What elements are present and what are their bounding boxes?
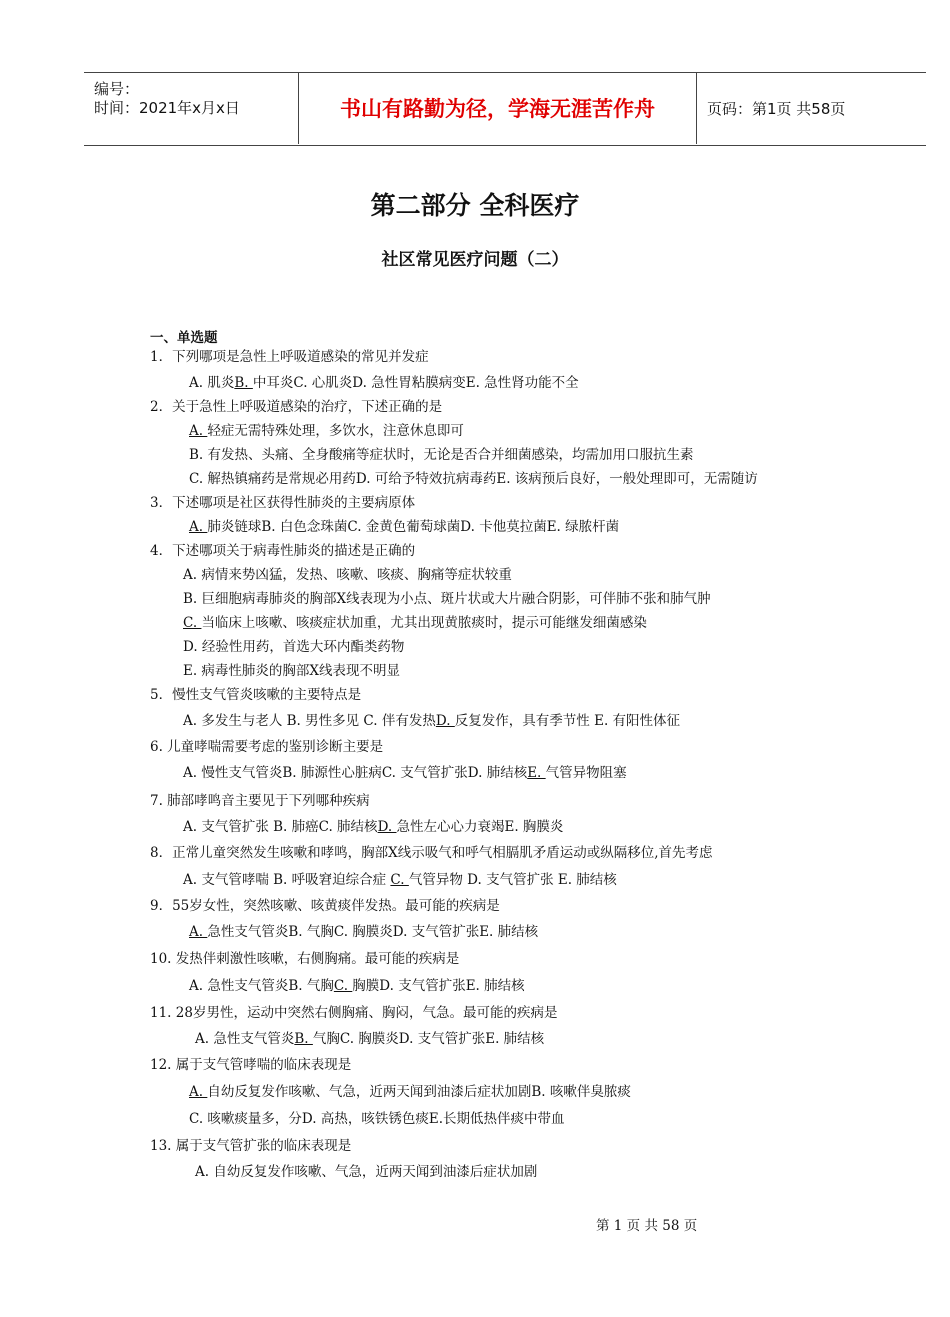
line-text: 气管异物阻塞: [545, 765, 627, 781]
page-title: 第二部分 全科医疗: [370, 191, 580, 220]
line-text: 9．55岁女性，突然咳嗽、咳黄痰伴发热。最可能的疾病是: [150, 898, 500, 914]
line-text: 自幼反复发作咳嗽、气急，近两天闻到油漆后症状加剧B. 咳嗽伴臭脓痰: [207, 1084, 631, 1100]
question-line: [150, 738, 383, 756]
line-text: 反复发作，具有季节性 E. 有阳性体征: [454, 713, 681, 729]
question-line: [150, 398, 442, 416]
answer-marker: B.: [234, 375, 253, 391]
question-line: [189, 1110, 565, 1128]
line-text: A. 肌炎: [189, 375, 235, 391]
line-text: 急性左心心力衰竭E. 胸膜炎: [396, 819, 564, 835]
line-text: 2．关于急性上呼吸道感染的治疗，下述正确的是: [150, 399, 443, 415]
answer-marker: E.: [527, 765, 546, 781]
question-line: [150, 348, 429, 366]
answer-marker: A.: [189, 423, 208, 439]
answer-marker: C.: [333, 978, 353, 994]
line-text: 7. 肺部哮鸣音主要见于下列哪种疾病: [150, 793, 370, 809]
line-text: 急性支气管炎B. 气胸C. 胸膜炎D. 支气管扩张E. 肺结核: [207, 924, 539, 940]
answer-marker: C.: [183, 615, 202, 631]
question-line: [183, 662, 400, 680]
section-heading: 一、单选题: [150, 330, 218, 346]
question-line: [195, 1030, 544, 1048]
question-line: [150, 494, 415, 512]
question-line: [183, 712, 680, 730]
line-text: 12. 属于支气管哮喘的临床表现是: [150, 1057, 352, 1073]
answer-marker: B.: [294, 1031, 313, 1047]
question-line: [183, 614, 647, 632]
page-footer: 第 1 页 共 58 页: [596, 1218, 698, 1234]
line-text: 肺炎链球B. 白色念珠菌C. 金黄色葡萄球菌D. 卡他莫拉菌E. 绿脓杆菌: [207, 519, 620, 535]
header-info: [84, 72, 298, 144]
question-line: [150, 844, 713, 862]
time-label: 时间：2021年x月x日: [94, 99, 240, 117]
question-line: [189, 422, 464, 440]
line-text: C. 咳嗽痰量多，分D. 高热，咳铁锈色痰E.长期低热伴痰中带血: [189, 1111, 565, 1127]
question-line: [195, 1163, 537, 1181]
line-text: A. 自幼反复发作咳嗽、气急，近两天闻到油漆后症状加剧: [195, 1164, 538, 1180]
question-line: [150, 1056, 351, 1074]
line-text: 6. 儿童哮喘需要考虑的鉴别诊断主要是: [150, 739, 384, 755]
answer-marker: D.: [377, 819, 397, 835]
question-line: [189, 470, 758, 488]
question-line: [189, 923, 538, 941]
line-text: 4．下述哪项关于病毒性肺炎的描述是正确的: [150, 543, 416, 559]
question-line: [183, 566, 512, 584]
answer-marker: D.: [435, 713, 455, 729]
answer-marker: A.: [189, 1084, 208, 1100]
line-text: B. 巨细胞病毒肺炎的胸部X线表现为小点、斑片状或大片融合阴影，可伴肺不张和肺气肿: [183, 591, 711, 607]
line-text: 5．慢性支气管炎咳嗽的主要特点是: [150, 687, 362, 703]
header-page-label: 页码：第1页 共58页: [707, 99, 846, 118]
page-subtitle: 社区常见医疗问题（二）: [381, 250, 569, 270]
question-line: [189, 446, 694, 464]
line-text: 当临床上咳嗽、咳痰症状加重，尤其出现黄脓痰时，提示可能继发细菌感染: [201, 615, 647, 631]
question-line: [183, 638, 404, 656]
question-line: [150, 950, 459, 968]
question-line: [150, 1137, 351, 1155]
line-text: 10. 发热伴刺激性咳嗽，右侧胸痛。最可能的疾病是: [150, 951, 460, 967]
line-text: 11. 28岁男性，运动中突然右侧胸痛、胸闷，气急。最可能的疾病是: [150, 1005, 558, 1021]
number-label: 编号：: [94, 80, 140, 98]
line-text: A. 急性支气管炎: [195, 1031, 295, 1047]
question-line: [189, 977, 525, 995]
question-line: [183, 871, 617, 889]
line-text: A. 支气管扩张 B. 肺癌C. 肺结核: [183, 819, 378, 835]
line-text: 中耳炎C. 心肌炎D. 急性胃粘膜病变E. 急性肾功能不全: [252, 375, 579, 391]
question-line: [150, 1004, 557, 1022]
line-text: E. 病毒性肺炎的胸部X线表现不明显: [183, 663, 401, 679]
line-text: A. 急性支气管炎B. 气胸: [189, 978, 334, 994]
answer-marker: A.: [189, 924, 208, 940]
question-line: [183, 764, 627, 782]
line-text: A. 支气管哮喘 B. 呼吸窘迫综合症: [183, 872, 391, 888]
question-line: [150, 897, 500, 915]
line-text: D. 经验性用药，首选大环内酯类药物: [183, 639, 405, 655]
line-text: 胸膜D. 支气管扩张E. 肺结核: [352, 978, 525, 994]
line-text: 轻症无需特殊处理，多饮水，注意休息即可: [207, 423, 464, 439]
question-line: [150, 686, 361, 704]
question-line: [189, 1083, 631, 1101]
line-text: 13. 属于支气管扩张的临床表现是: [150, 1138, 352, 1154]
header-motto: 书山有路勤为径，学海无涯苦作舟: [340, 97, 655, 121]
line-text: 气管异物 D. 支气管扩张 E. 肺结核: [408, 872, 617, 888]
line-text: C. 解热镇痛药是常规必用药D. 可给予特效抗病毒药E. 该病预后良好，一般处理即可，无需随访: [189, 471, 758, 487]
question-line: [150, 792, 370, 810]
line-text: 8．正常儿童突然发生咳嗽和哮鸣，胸部X线示吸气和呼气相膈肌矛盾运动或纵隔移位,首先考虑: [150, 845, 713, 861]
question-line: [150, 542, 415, 560]
line-text: B. 有发热、头痛、全身酸痛等症状时，无论是否合并细菌感染，均需加用口服抗生素: [189, 447, 694, 463]
answer-marker: A.: [189, 519, 208, 535]
question-line: [189, 518, 619, 536]
line-text: A. 多发生与老人 B. 男性多见 C. 伴有发热: [183, 713, 436, 729]
question-line: [183, 818, 563, 836]
answer-marker: C.: [390, 872, 409, 888]
question-line: [183, 590, 711, 608]
line-text: A. 病情来势凶猛，发热、咳嗽、咳痰、胸痛等症状较重: [183, 567, 512, 583]
line-text: 1．下列哪项是急性上呼吸道感染的常见并发症: [150, 349, 429, 365]
line-text: A. 慢性支气管炎B. 肺源性心脏病C. 支气管扩张D. 肺结核: [183, 765, 528, 781]
line-text: 气胸C. 胸膜炎D. 支气管扩张E. 肺结核: [312, 1031, 545, 1047]
question-line: [189, 374, 579, 392]
line-text: 3．下述哪项是社区获得性肺炎的主要病原体: [150, 495, 416, 511]
